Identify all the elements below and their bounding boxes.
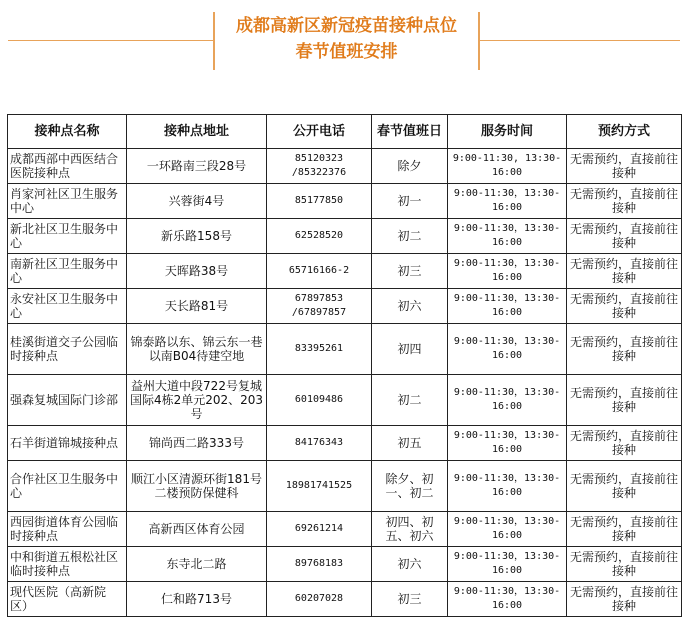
cell-phone: 18981741525 [267, 461, 372, 512]
cell-booking: 无需预约，直接前往接种 [567, 461, 682, 512]
table-header-row [8, 115, 682, 149]
col-header-booking: 预约方式 [567, 115, 682, 149]
cell-name: 现代医院（高新院区） [8, 582, 127, 617]
cell-booking: 无需预约，直接前往接种 [567, 219, 682, 254]
cell-duty-day: 初一 [372, 184, 448, 219]
header-left-rule [8, 40, 213, 41]
table-row [8, 375, 682, 426]
cell-phone: 83395261 [267, 324, 372, 375]
cell-service-time: 9:00-11:30，13:30-16:00 [448, 426, 567, 461]
col-header-address: 接种点地址 [127, 115, 267, 149]
cell-phone: 84176343 [267, 426, 372, 461]
cell-service-time: 9:00-11:30，13:30-16:00 [448, 582, 567, 617]
col-header-phone: 公开电话 [267, 115, 372, 149]
table-row [8, 512, 682, 547]
header-right-rule [480, 40, 680, 41]
cell-service-time: 9:00-11:30，13:30-16:00 [448, 254, 567, 289]
cell-name: 成都西部中西医结合医院接种点 [8, 149, 127, 184]
page-title: 成都高新区新冠疫苗接种点位 [236, 16, 457, 36]
cell-address: 顺江小区清源环街181号二楼预防保健科 [127, 461, 267, 512]
col-header-duty-day: 春节值班日 [372, 115, 448, 149]
cell-name: 永安社区卫生服务中心 [8, 289, 127, 324]
table-row [8, 461, 682, 512]
page-subtitle: 春节值班安排 [295, 42, 398, 62]
cell-duty-day: 初四、初五、初六 [372, 512, 448, 547]
cell-booking: 无需预约，直接前往接种 [567, 324, 682, 375]
cell-name: 新北社区卫生服务中心 [8, 219, 127, 254]
table-row [8, 324, 682, 375]
table-row [8, 219, 682, 254]
cell-service-time: 9:00-11:30，13:30-16:00 [448, 184, 567, 219]
cell-phone: 85120323 /85322376 [267, 149, 372, 184]
cell-duty-day: 初二 [372, 219, 448, 254]
col-header-name: 接种点名称 [8, 115, 127, 149]
cell-address: 兴蓉街4号 [127, 184, 267, 219]
cell-booking: 无需预约，直接前往接种 [567, 254, 682, 289]
cell-duty-day: 初四 [372, 324, 448, 375]
cell-name: 肖家河社区卫生服务中心 [8, 184, 127, 219]
cell-address: 仁和路713号 [127, 582, 267, 617]
cell-phone: 62528520 [267, 219, 372, 254]
cell-booking: 无需预约，直接前往接种 [567, 375, 682, 426]
cell-address: 锦尚西二路333号 [127, 426, 267, 461]
cell-address: 高新西区体育公园 [127, 512, 267, 547]
cell-name: 合作社区卫生服务中心 [8, 461, 127, 512]
cell-phone: 60109486 [267, 375, 372, 426]
cell-service-time: 9:00-11:30，13:30-16:00 [448, 375, 567, 426]
cell-booking: 无需预约，直接前往接种 [567, 289, 682, 324]
cell-duty-day: 初三 [372, 254, 448, 289]
cell-name: 中和街道五根松社区临时接种点 [8, 547, 127, 582]
cell-name: 石羊街道锦城接种点 [8, 426, 127, 461]
cell-service-time: 9:00-11:30, 13:30-16:00 [448, 149, 567, 184]
table-row [8, 547, 682, 582]
table-row [8, 149, 682, 184]
schedule-table [7, 114, 682, 617]
cell-name: 西园街道体育公园临时接种点 [8, 512, 127, 547]
cell-service-time: 9:00-11:30，13:30-16:00 [448, 324, 567, 375]
cell-booking: 无需预约，直接前往接种 [567, 149, 682, 184]
cell-address: 新乐路158号 [127, 219, 267, 254]
table-row [8, 254, 682, 289]
col-header-service-time: 服务时间 [448, 115, 567, 149]
cell-service-time: 9:00-11:30，13:30-16:00 [448, 461, 567, 512]
cell-service-time: 9:00-11:30，13:30-16:00 [448, 512, 567, 547]
cell-service-time: 9:00-11:30，13:30-16:00 [448, 289, 567, 324]
cell-name: 桂溪街道交子公园临时接种点 [8, 324, 127, 375]
cell-booking: 无需预约，直接前往接种 [567, 547, 682, 582]
cell-address: 天晖路38号 [127, 254, 267, 289]
cell-duty-day: 初五 [372, 426, 448, 461]
table-row [8, 184, 682, 219]
cell-duty-day: 初六 [372, 547, 448, 582]
cell-duty-day: 除夕、初一、初二 [372, 461, 448, 512]
header-right-bar [478, 12, 480, 70]
cell-address: 锦泰路以东、锦云东一巷以南B04待建空地 [127, 324, 267, 375]
cell-booking: 无需预约，直接前往接种 [567, 184, 682, 219]
cell-address: 益州大道中段722号复城国际4栋2单元202、203号 [127, 375, 267, 426]
cell-booking: 无需预约，直接前往接种 [567, 582, 682, 617]
cell-booking: 无需预约，直接前往接种 [567, 426, 682, 461]
cell-name: 强森复城国际门诊部 [8, 375, 127, 426]
cell-address: 一环路南三段28号 [127, 149, 267, 184]
cell-phone: 89768183 [267, 547, 372, 582]
cell-booking: 无需预约，直接前往接种 [567, 512, 682, 547]
cell-phone: 60207028 [267, 582, 372, 617]
header [0, 0, 688, 78]
cell-phone: 85177850 [267, 184, 372, 219]
cell-address: 天长路81号 [127, 289, 267, 324]
cell-duty-day: 初二 [372, 375, 448, 426]
cell-phone: 69261214 [267, 512, 372, 547]
cell-name: 南新社区卫生服务中心 [8, 254, 127, 289]
table-row [8, 289, 682, 324]
cell-service-time: 9:00-11:30，13:30-16:00 [448, 219, 567, 254]
cell-address: 东寺北二路 [127, 547, 267, 582]
cell-phone: 65716166-2 [267, 254, 372, 289]
cell-service-time: 9:00-11:30，13:30-16:00 [448, 547, 567, 582]
table-row [8, 582, 682, 617]
table-row [8, 426, 682, 461]
cell-duty-day: 初三 [372, 582, 448, 617]
cell-duty-day: 初六 [372, 289, 448, 324]
cell-phone: 67897853 /67897857 [267, 289, 372, 324]
cell-duty-day: 除夕 [372, 149, 448, 184]
